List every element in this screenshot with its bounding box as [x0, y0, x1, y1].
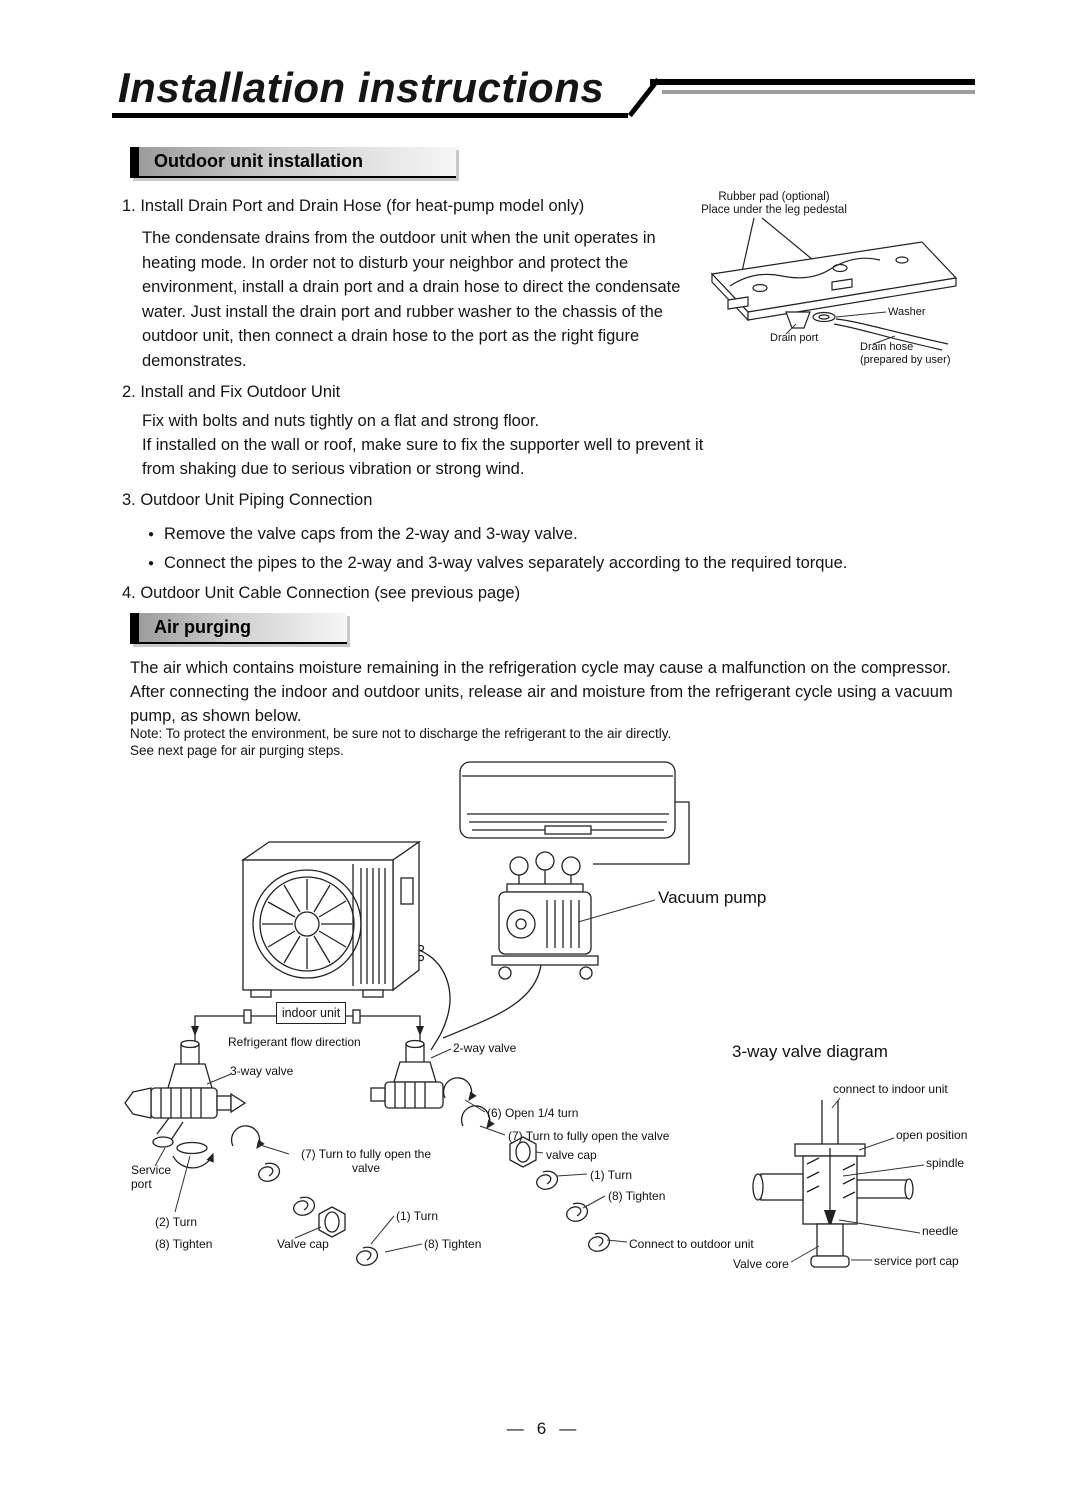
label-washer: Washer [888, 306, 926, 318]
figure1-caption-line2: Place under the leg pedestal [701, 204, 847, 216]
page-number-dash-left: — [506, 1419, 524, 1438]
air-purging-diagram-drawing [95, 752, 1005, 1312]
label-connect-to-outdoor-unit: Connect to outdoor unit [629, 1237, 754, 1251]
item3-bullet2-text: Connect the pipes to the 2-way and 3-way valves separately according to the required torque. [164, 554, 848, 572]
section-heading-text: Air purging [154, 617, 251, 637]
label-turn1-right: (1) Turn [590, 1168, 633, 1182]
label-service-port [131, 1163, 171, 1191]
section-header-outdoor-unit [130, 147, 456, 178]
label-tighten8-right: (8) Tighten [608, 1189, 666, 1203]
page-number [0, 1419, 1083, 1439]
label-open-quarter-turn: (6) Open 1/4 turn [487, 1106, 579, 1120]
title-top-rule [650, 79, 975, 85]
item2-title: 2. Install and Fix Outdoor Unit [122, 383, 341, 401]
valve-cross-section-drawing [753, 1100, 913, 1267]
item3-bullet2 [148, 554, 847, 573]
page-title: Installation instructions [118, 64, 605, 111]
label-valve-cap-lower: valve cap [546, 1148, 597, 1162]
vacuum-pump-drawing [492, 852, 598, 979]
label-service-port-cap: service port cap [874, 1254, 959, 1268]
label-tighten8-left: (8) Tighten [155, 1237, 213, 1251]
page-number-dash-right: — [559, 1419, 577, 1438]
figure1-caption-line1: Rubber pad (optional) [718, 191, 830, 203]
section-header-air-purging [130, 613, 347, 644]
label-open-position: open position [896, 1128, 968, 1142]
label-turn-fully-open-left-line2: valve [351, 1161, 380, 1175]
label-vacuum-pump: Vacuum pump [658, 888, 767, 907]
label-tighten8-mid: (8) Tighten [424, 1237, 482, 1251]
label-connect-to-indoor-unit: connect to indoor unit [833, 1082, 948, 1096]
figure1-caption [688, 191, 860, 217]
item3-title: 3. Outdoor Unit Piping Connection [122, 491, 373, 509]
label-two-way-valve: 2-way valve [453, 1041, 517, 1055]
item2-line3: from shaking due to serious vibration or strong wind. [142, 460, 525, 478]
label-valve-cap-upper: Valve cap [277, 1237, 329, 1251]
label-turn-fully-open-left [291, 1147, 441, 1175]
label-turn-fully-open-right: (7) Turn to fully open the valve [508, 1129, 670, 1143]
label-refrigerant-flow-direction: Refrigerant flow direction [228, 1035, 361, 1049]
title-top-rule-shadow [662, 90, 975, 94]
item1-title: 1. Install Drain Port and Drain Hose (for heat-pump model only) [122, 197, 585, 215]
outdoor-unit-drawing [243, 842, 419, 997]
label-turn2: (2) Turn [155, 1215, 198, 1229]
item2-line1: Fix with bolts and nuts tightly on a flat and strong floor. [142, 412, 540, 430]
section-heading-text: Outdoor unit installation [154, 151, 363, 171]
item1-body: The condensate drains from the outdoor unit when the unit operates in heating mode. In order not to disturb your neighbor and protect the environment, install a drain port and a drain hose to direct the condensate water. Just install the drain port and rubber washer to the chassis of the outdoor unit, then connect a drain hose to the port as the right figure demonstrates. [142, 229, 681, 370]
air-purging-paragraph: The air which contains moisture remaining in the refrigeration cycle may cause a malfunction on the compressor. After connecting the indoor and outdoor units, release air and moisture from the refrigerant cycle using a vacuum pump, as shown below. [130, 659, 953, 725]
label-service-port-line1: Service [131, 1163, 172, 1177]
label-drain-hose [860, 341, 951, 366]
label-drain-hose-line1: Drain hose [860, 341, 914, 353]
air-purging-note2: See next page for air purging steps. [130, 743, 344, 758]
title-underline [112, 113, 628, 118]
bullet-icon: ● [148, 558, 155, 569]
air-purging-note1: Note: To protect the environment, be sure not to discharge the refrigerant to the air directly. [130, 726, 672, 741]
label-turn-fully-open-left-line1: (7) Turn to fully open the [300, 1147, 432, 1161]
page-number-value: 6 [536, 1419, 547, 1438]
label-indoor-unit: indoor unit [281, 1006, 341, 1020]
label-needle: needle [922, 1224, 959, 1238]
bullet-icon: ● [148, 529, 155, 540]
label-valve-core: Valve core [733, 1257, 789, 1271]
label-drain-port: Drain port [770, 332, 819, 344]
item4-title: 4. Outdoor Unit Cable Connection (see previous page) [122, 584, 521, 602]
label-indoor-unit-box [276, 1002, 346, 1024]
item3-bullet1-text: Remove the valve caps from the 2-way and 3-way valve. [164, 525, 578, 543]
label-service-port-line2: port [131, 1177, 152, 1191]
label-turn1-mid: (1) Turn [396, 1209, 439, 1223]
label-drain-hose-line2: (prepared by user) [860, 353, 951, 366]
indoor-unit-drawing [460, 762, 675, 838]
label-three-way-valve-diagram-title: 3-way valve diagram [732, 1042, 888, 1061]
item2-line2: If installed on the wall or roof, make sure to fix the supporter well to prevent it [142, 436, 704, 454]
item3-bullet1 [148, 525, 578, 544]
label-three-way-valve: 3-way valve [230, 1064, 294, 1078]
label-spindle: spindle [926, 1156, 965, 1170]
